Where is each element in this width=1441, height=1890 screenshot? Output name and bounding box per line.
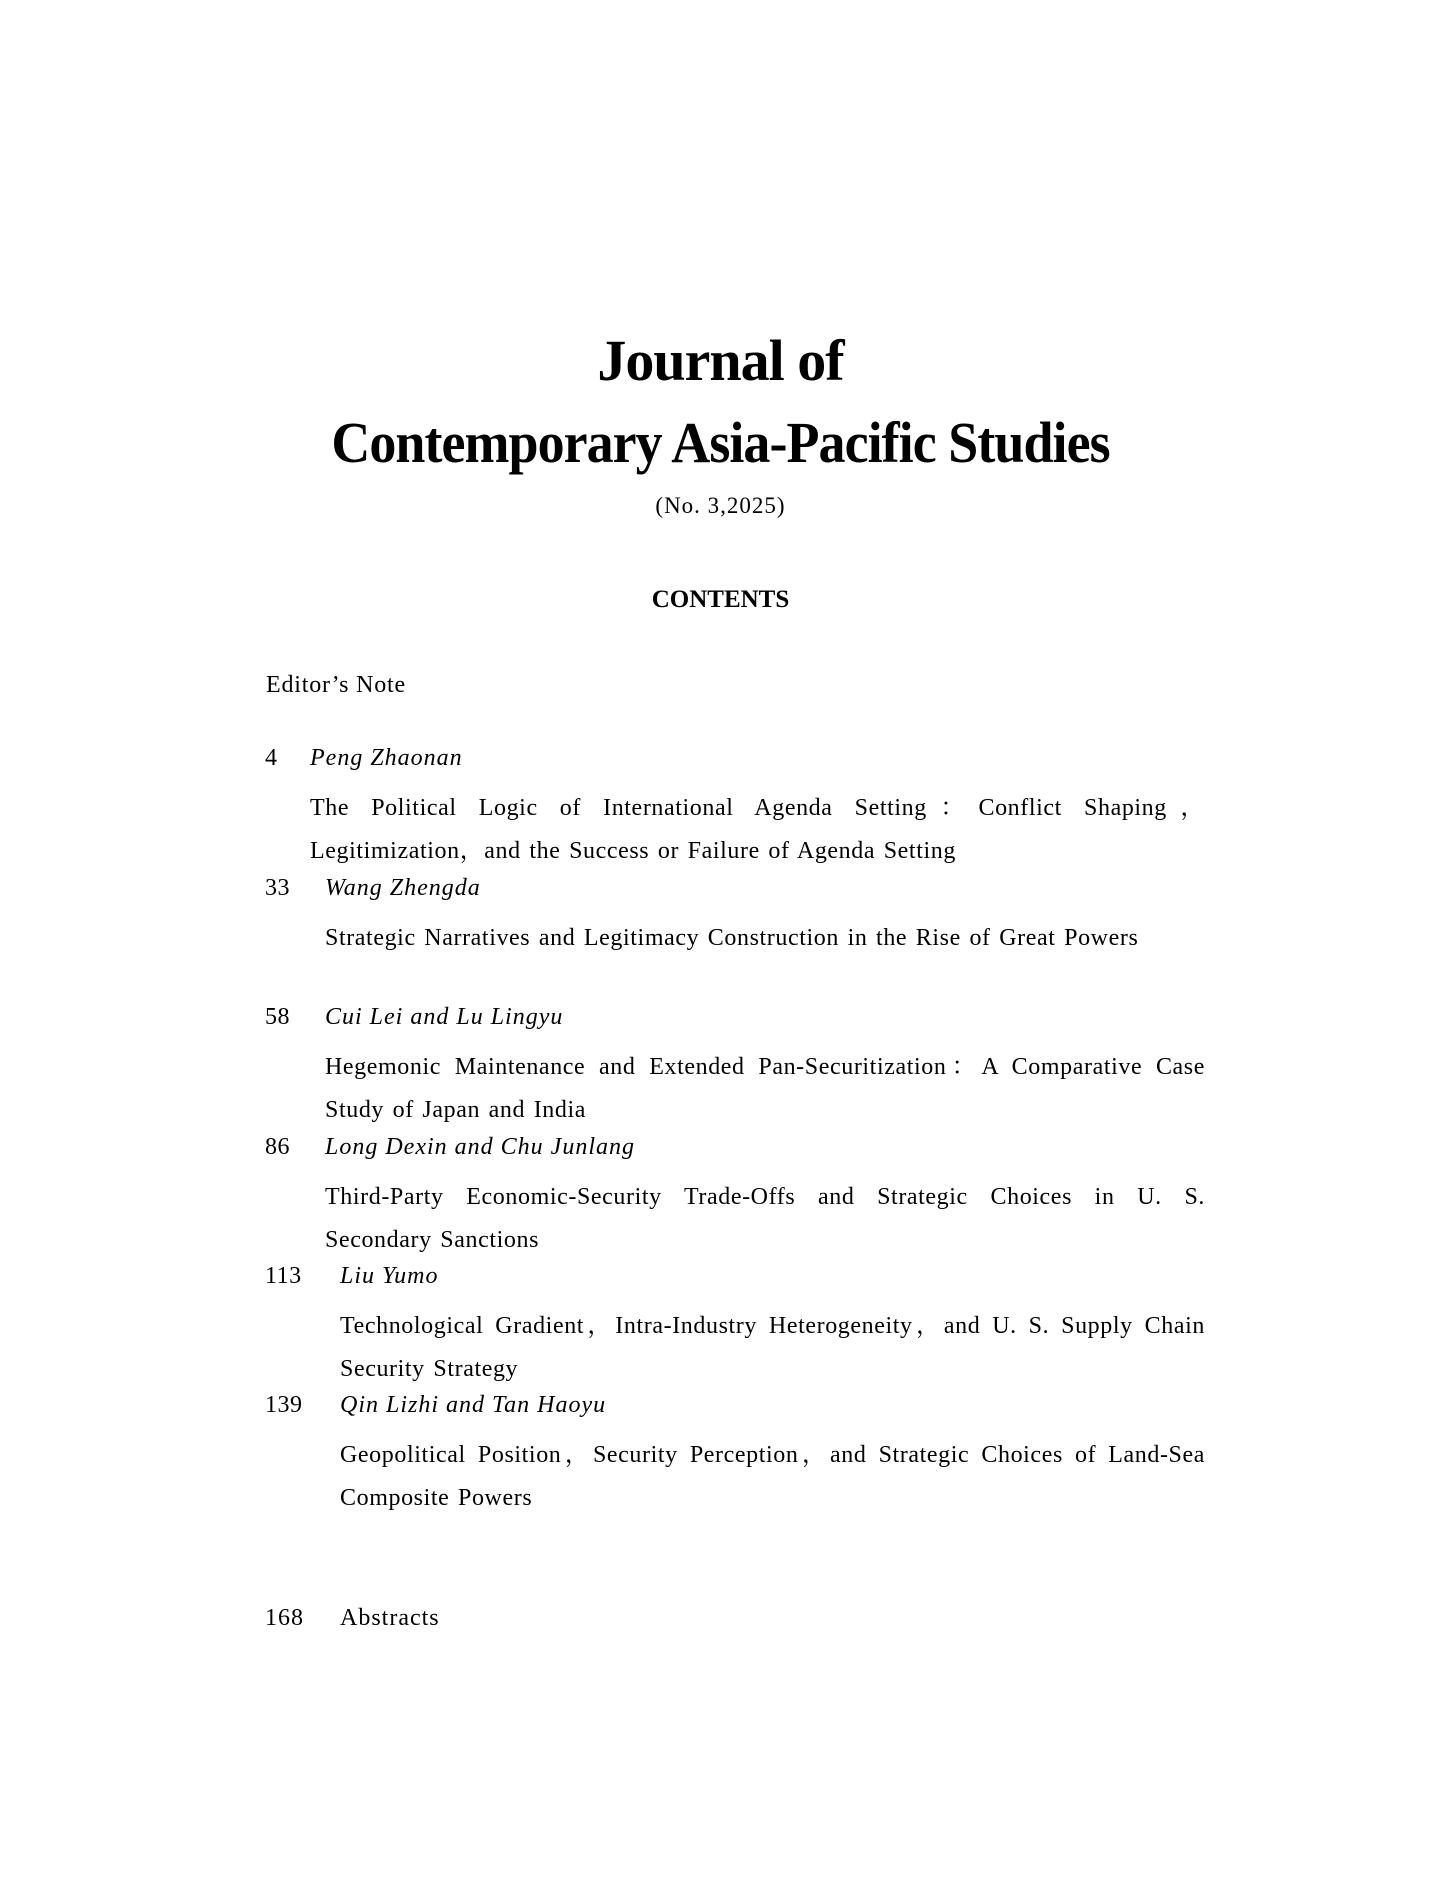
- entry-title: Geopolitical Position，Security Perception，and Strategic Choices of Land-Sea Composite Powers: [340, 1442, 1205, 1511]
- entry-title: Strategic Narratives and Legitimacy Construction in the Rise of Great Powers: [325, 925, 1139, 951]
- journal-title-line-2: Contemporary Asia-Pacific Studies: [331, 410, 1110, 475]
- contents-heading: CONTENTS: [651, 586, 790, 613]
- entry-author: Cui Lei and Lu Lingyu: [325, 1004, 564, 1030]
- entry-author: Liu Yumo: [340, 1263, 439, 1289]
- entry-page-number: 139: [265, 1392, 303, 1418]
- entry-page-number: 113: [265, 1263, 302, 1289]
- entry-author: Qin Lizhi and Tan Haoyu: [340, 1392, 607, 1418]
- entry-page-number: 4: [265, 745, 278, 771]
- entry-title: Third-Party Economic-Security Trade-Offs and Strategic Choices in U. S. Secondary Sanctions: [325, 1184, 1205, 1253]
- journal-title-line-1: Journal of: [597, 328, 844, 393]
- abstracts-page-number: 168: [265, 1605, 304, 1631]
- entry-page-number: 86: [265, 1134, 290, 1160]
- editors-note-link[interactable]: Editor’s Note: [266, 672, 406, 698]
- entry-author: Wang Zhengda: [325, 875, 481, 901]
- entry-page-number: 33: [265, 875, 290, 901]
- entry-title: Technological Gradient，Intra-Industry Heterogeneity，and U. S. Supply Chain Security Strategy: [340, 1313, 1205, 1382]
- entry-title: Hegemonic Maintenance and Extended Pan-Securitization：A Comparative Case Study of Japan and India: [325, 1054, 1205, 1123]
- entry-author: Long Dexin and Chu Junlang: [325, 1134, 635, 1160]
- entry-page-number: 58: [265, 1004, 290, 1030]
- issue-number: (No. 3,2025): [655, 493, 786, 518]
- entry-title: The Political Logic of International Agenda Setting：Conflict Shaping，Legitimization，and the Success or Failure of Agenda Setting: [310, 795, 1205, 864]
- abstracts-label: Abstracts: [340, 1605, 440, 1631]
- entry-author: Peng Zhaonan: [310, 745, 463, 771]
- abstracts-entry[interactable]: [265, 1606, 440, 1630]
